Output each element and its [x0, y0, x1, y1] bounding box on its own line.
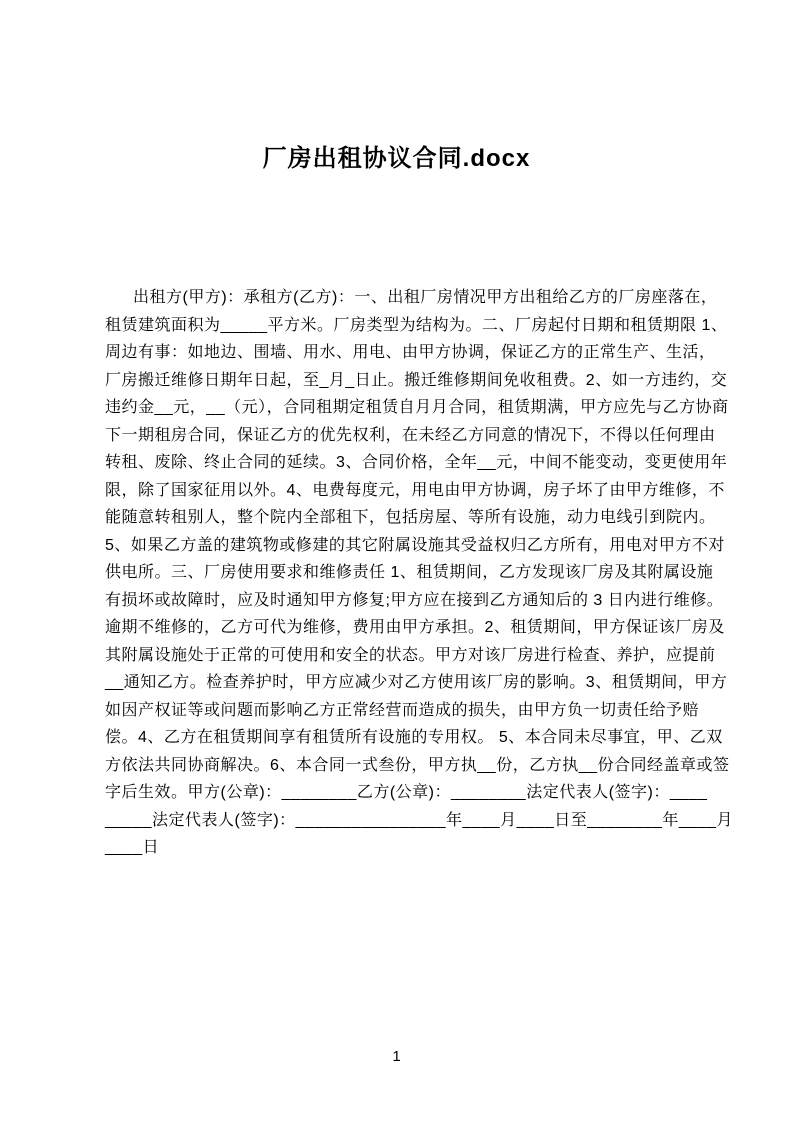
document-line: 有损坏或故障时，应及时通知甲方修复;甲方应在接到乙方通知后的 3 日内进行维修。 — [105, 591, 724, 609]
document-line: 周边有事：如地边、围墙、用水、用电、由甲方协调，保证乙方的正常生产、生活， — [105, 344, 716, 361]
document-line: 5、如果乙方盖的建筑物或修建的其它附属设施其受益权归乙方所有，用电对甲方不对 — [105, 536, 725, 554]
document-line: 转租、废除、终止合同的延续。3、合同价格，全年__元，中间不能变动，变更使用年 — [105, 454, 728, 471]
document-line: 违约金__元，__（元），合同租期定租赁自月月合同，租赁期满，甲方应先与乙方协商 — [105, 399, 729, 416]
document-line: 方依法共同协商解决。6、本合同一式叁份，甲方执__份，乙方执__份合同经盖章或签 — [105, 756, 730, 774]
document-line: 字后生效。甲方(公章)：________乙方(公章)：________法定代表人(签字)：____ — [105, 784, 708, 801]
document-line: _____法定代表人(签字)：________________年____月____日至________年____月 — [105, 811, 733, 829]
document-line: 出租方(甲方)：承租方(乙方)：一、出租厂房情况甲方出租给乙方的厂房座落在， — [133, 289, 718, 306]
document-line: __通知乙方。检查养护时，甲方应减少对乙方使用该厂房的影响。3、租赁期间，甲方 — [105, 674, 728, 691]
document-line: 逾期不维修的，乙方可代为维修，费用由甲方承担。2、租赁期间，甲方保证该厂房及 — [105, 619, 725, 636]
document-line: 如因产权证等或问题而影响乙方正常经营而造成的损失，由甲方负一切责任给予赔 — [105, 701, 700, 719]
document-body — [105, 284, 793, 862]
document-line: 下一期租房合同，保证乙方的优先权利，在未经乙方同意的情况下，不得以任何理由 — [105, 426, 716, 444]
page-number: 1 — [392, 1048, 401, 1065]
document-title: 厂房出租协议合同.docx — [262, 145, 531, 172]
document-line: ____日 — [105, 839, 160, 856]
document-line: 供电所。三、厂房使用要求和维修责任 1、租赁期间，乙方发现该厂房及其附属设施 — [105, 564, 714, 581]
document-line: 其附属设施处于正常的可使用和安全的状态。甲方对该厂房进行检查、养护，应提前 — [105, 646, 716, 664]
document-line: 偿。4、乙方在租赁期间享有租赁所有设施的专用权。 5、本合同未尽事宜，甲、乙双 — [105, 729, 723, 746]
document-line: 厂房搬迁维修日期年日起，至_月_日止。搬迁维修期间免收租费。2、如一方违约，交 — [105, 371, 728, 389]
document-line: 能随意转租别人，整个院内全部租下，包括房屋、等所有设施，动力电线引到院内。 — [105, 509, 716, 526]
document-line: 租赁建筑面积为_____平方米。厂房类型为结构为。二、厂房起付日期和租赁期限 1、 — [105, 316, 728, 334]
document-line: 限，除了国家征用以外。4、电费每度元，用电由甲方协调，房子坏了由甲方维修，不 — [105, 481, 725, 499]
